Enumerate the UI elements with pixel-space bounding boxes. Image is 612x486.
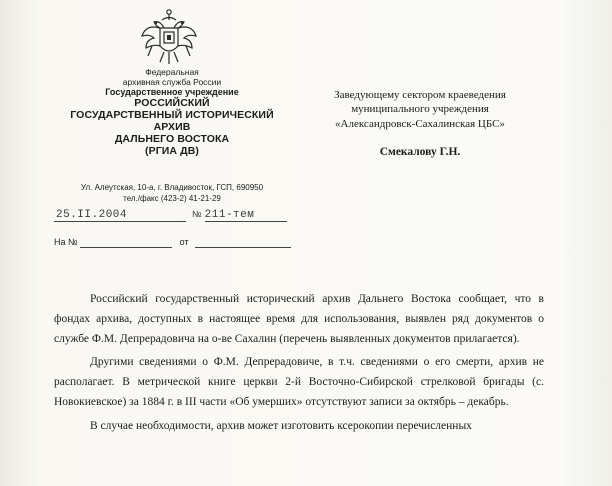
registration-number-label: № (192, 209, 202, 219)
sender-line1: Федеральная (145, 67, 199, 77)
sender-phone: тел./факс (423-2) 41-21-29 (123, 194, 221, 204)
letter-body (54, 290, 544, 440)
recipient-block (300, 88, 540, 131)
body-paragraph-3: В случае необходимости, архив может изготовить ксерокопии перечисленных (90, 419, 472, 432)
recipient-line2: муниципального учреждения (351, 103, 489, 116)
registration-date: 25.II.2004 (54, 209, 186, 222)
sender-address-block (54, 180, 290, 206)
in-reply-label: На № (54, 237, 78, 247)
recipient-line1: Заведующему сектором краеведения (334, 89, 506, 101)
sender-line3: Государственное учреждение (105, 87, 239, 98)
double-headed-eagle-emblem-icon (138, 6, 200, 68)
sender-line2: архивная служба России (122, 76, 222, 87)
registration-line (54, 209, 287, 222)
from-label: от (179, 237, 189, 247)
sender-line4: РОССИЙСКИЙ (134, 96, 210, 109)
registration-number: 211-тем (205, 209, 287, 222)
body-paragraph-1: Российский государственный исторический архив Дальнего Востока сообщает, что в фондах архива, доступных в настоящее время для использования, выявлен ряд документов о службе Ф.М. Депрерадовича на о-ве Сахалин (перечень выявленных документов прилагается). (54, 293, 544, 345)
sender-line6: АРХИВ (153, 120, 191, 133)
from-date-blank (195, 237, 291, 248)
in-reply-number-blank (80, 237, 172, 248)
recipient-line3: «Александровск-Сахалинская ЦБС» (335, 117, 505, 130)
sender-address: Ул. Алеутская, 10-а, г. Владивосток, ГСП, 690950 (80, 183, 264, 192)
sender-header (54, 68, 290, 157)
sender-line5: ГОСУДАРСТВЕННЫЙ ИСТОРИЧЕСКИЙ (70, 108, 274, 121)
sender-line7: ДАЛЬНЕГО ВОСТОКА (114, 132, 230, 145)
sender-line8: (РГИА ДВ) (145, 144, 199, 157)
body-paragraph-2: Другими сведениями о Ф.М. Депрерадовиче, в т.ч. сведениями о его смерти, архив не располагает. В метрической книге церкви 2-й Восточно-Сибирской стрелковой бригады (с. Новокиевское) за 1884 г. в III части «Об умерших» отсутствуют записи за октябрь – декабрь. (54, 356, 544, 408)
in-reply-line (54, 237, 291, 248)
recipient-name: Смекалову Г.Н. (379, 146, 461, 158)
